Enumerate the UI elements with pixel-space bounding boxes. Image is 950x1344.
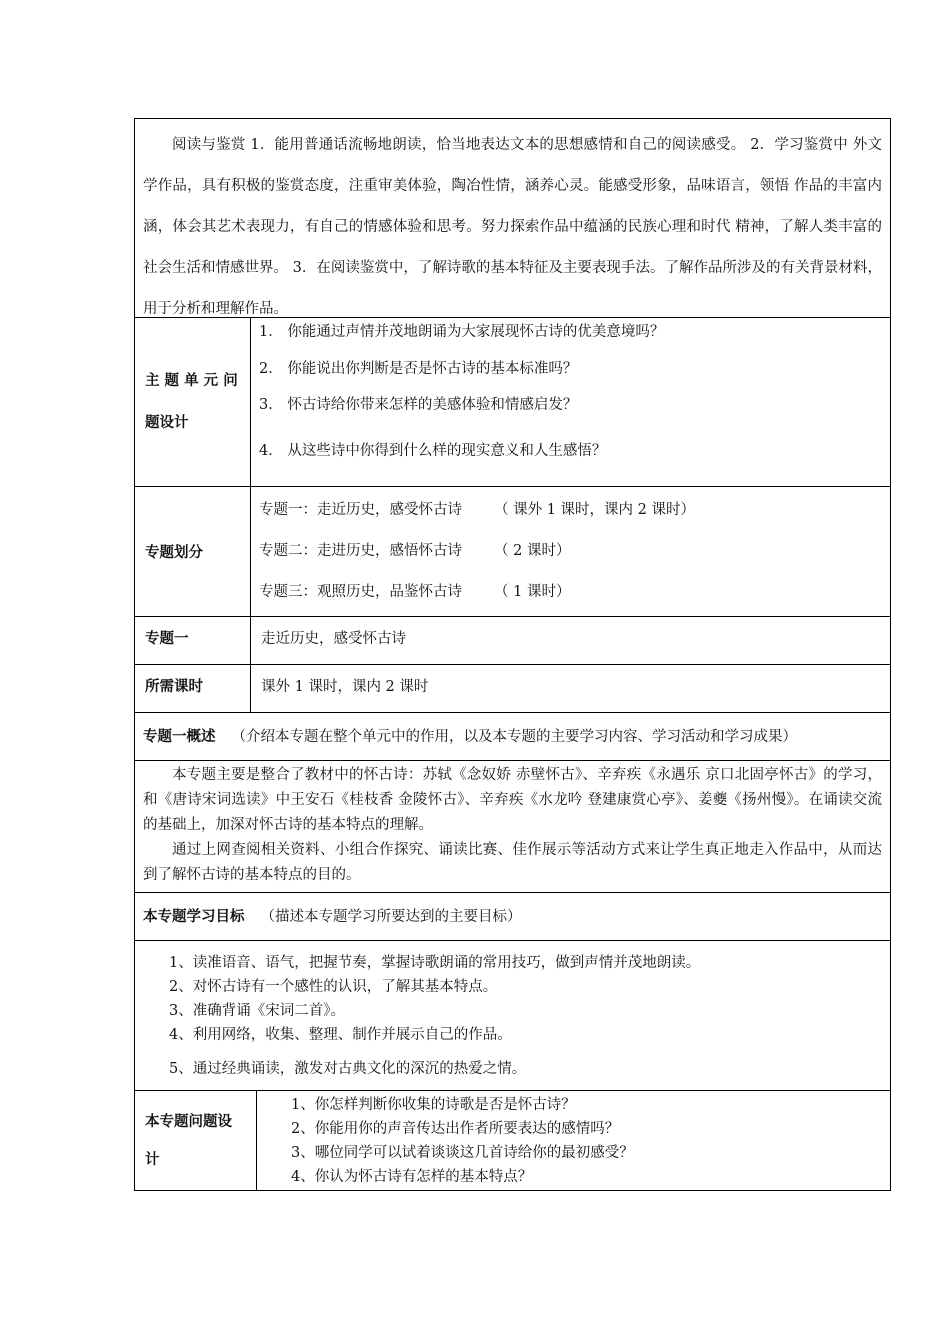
lesson-plan-page bbox=[134, 118, 890, 1191]
problem-design-label bbox=[135, 1091, 257, 1191]
overview-row bbox=[135, 713, 891, 761]
topic-division-label: 专题划分 bbox=[135, 487, 251, 617]
topic-item bbox=[259, 572, 890, 613]
goal-item: 3、准确背诵《宋词二首》。 bbox=[169, 1002, 345, 1019]
topic-division-list bbox=[251, 487, 891, 617]
unit-question-item: 2． 你能说出你判断是否是怀古诗的基本标准吗？ bbox=[259, 361, 578, 377]
overview-header bbox=[135, 713, 891, 761]
intro-cell bbox=[135, 119, 891, 318]
goals-hint: （描述本专题学习所要达到的主要目标） bbox=[260, 908, 522, 925]
topic-time: （ 2 课时） bbox=[494, 543, 571, 559]
problem-item: 2、你能用你的声音传达出作者所要表达的感情吗？ bbox=[291, 1120, 620, 1137]
problem-item: 3、哪位同学可以试着谈谈这几首诗给你的最初感受？ bbox=[291, 1144, 634, 1161]
topic-one-label: 专题一 bbox=[135, 617, 251, 665]
summary-row bbox=[135, 761, 891, 893]
topic-division-row bbox=[135, 487, 891, 617]
summary-cell bbox=[135, 761, 891, 893]
topic-name: 专题一：走近历史，感受怀古诗 bbox=[259, 502, 462, 518]
reading-appreciation-text: 阅读与鉴赏 1．能用普通话流畅地朗读，恰当地表达文本的思想感情和自己的阅读感受。 2．学习鉴赏中 外文学作品，具有积极的鉴赏态度，注重审美体验，陶冶性情，涵养心灵。能感受形象，品味语言，领悟 作品的丰富内涵，体会其艺术表现力，有自己的情感体验和思考。努力探索作品中蕴涵的民族心理和时代 精神，了解人类丰富的社会生活和情感世界。 3．在阅读鉴赏中，了解诗歌的基本特征及主要表现手法。了解作品所涉及的有关背景材料，用于分析和理解作品。 bbox=[143, 137, 882, 317]
topic-item bbox=[259, 531, 890, 572]
problem-item: 4、你认为怀古诗有怎样的基本特点？ bbox=[291, 1168, 533, 1185]
topic-name: 专题三：观照历史，品鉴怀古诗 bbox=[259, 584, 462, 600]
problem-design-label-line1: 本专题问题设 bbox=[145, 1113, 232, 1130]
problem-design-label-line2: 计 bbox=[145, 1151, 160, 1168]
unit-question-list bbox=[251, 318, 891, 487]
hours-row bbox=[135, 665, 891, 713]
topic-one-row bbox=[135, 617, 891, 665]
unit-question-label-line2: 题设计 bbox=[145, 415, 189, 431]
goals-header-row bbox=[135, 893, 891, 941]
unit-question-item: 4． 从这些诗中你得到什么样的现实意义和人生感悟？ bbox=[259, 443, 607, 459]
problem-design-row bbox=[135, 1091, 891, 1191]
problem-design-list bbox=[257, 1091, 891, 1191]
goal-item: 4、利用网络，收集、整理、制作并展示自己的作品。 bbox=[169, 1026, 512, 1043]
intro-row bbox=[135, 119, 891, 318]
hours-label: 所需课时 bbox=[135, 665, 251, 713]
unit-question-item: 3． 怀古诗给你带来怎样的美感体验和情感启发？ bbox=[259, 397, 578, 413]
lesson-plan-table bbox=[134, 118, 891, 1191]
hours-value: 课外 1 课时，课内 2 课时 bbox=[251, 665, 891, 713]
goal-item: 1、读准语音、语气，把握节奏，掌握诗歌朗诵的常用技巧，做到声情并茂地朗读。 bbox=[169, 954, 701, 971]
goals-list bbox=[135, 941, 891, 1091]
topic-time: （ 1 课时） bbox=[494, 584, 571, 600]
topic-one-value: 走近历史，感受怀古诗 bbox=[251, 617, 891, 665]
goal-item: 5、通过经典诵读，激发对古典文化的深沉的热爱之情。 bbox=[169, 1060, 527, 1077]
overview-label: 专题一概述 bbox=[143, 728, 216, 745]
goals-header bbox=[135, 893, 891, 941]
topic-item bbox=[259, 490, 890, 531]
topic-name: 专题二：走进历史，感悟怀古诗 bbox=[259, 543, 462, 559]
topic-time: （ 课外 1 课时，课内 2 课时） bbox=[494, 502, 695, 518]
goal-item: 2、对怀古诗有一个感性的认识，了解其基本特点。 bbox=[169, 978, 498, 995]
summary-paragraph: 本专题主要是整合了教材中的怀古诗：苏轼《念奴娇 赤壁怀古》、辛弃疾《永遇乐 京口北固亭怀古》的学习，和《唐诗宋词选读》中王安石《桂枝香 金陵怀古》、辛弃疾《水龙吟 登建康赏心亭》、姜夔《扬州慢》。在诵读交流的基础上，加深对怀古诗的基本特点的理解。 bbox=[143, 767, 882, 833]
goals-row bbox=[135, 941, 891, 1091]
goals-label: 本专题学习目标 bbox=[143, 908, 245, 925]
overview-hint: （介绍本专题在整个单元中的作用，以及本专题的主要学习内容、学习活动和学习成果） bbox=[231, 728, 797, 745]
problem-item: 1、你怎样判断你收集的诗歌是否是怀古诗？ bbox=[291, 1096, 576, 1113]
unit-question-row bbox=[135, 318, 891, 487]
unit-question-label-line1: 主 题 单 元 问 bbox=[145, 373, 238, 389]
summary-paragraph: 通过上网查阅相关资料、小组合作探究、诵读比赛、佳作展示等活动方式来让学生真正地走入作品中，从而达到了解怀古诗的基本特点的目的。 bbox=[143, 842, 882, 883]
unit-question-item: 1． 你能通过声情并茂地朗诵为大家展现怀古诗的优美意境吗？ bbox=[259, 324, 665, 340]
unit-question-label bbox=[135, 318, 251, 487]
